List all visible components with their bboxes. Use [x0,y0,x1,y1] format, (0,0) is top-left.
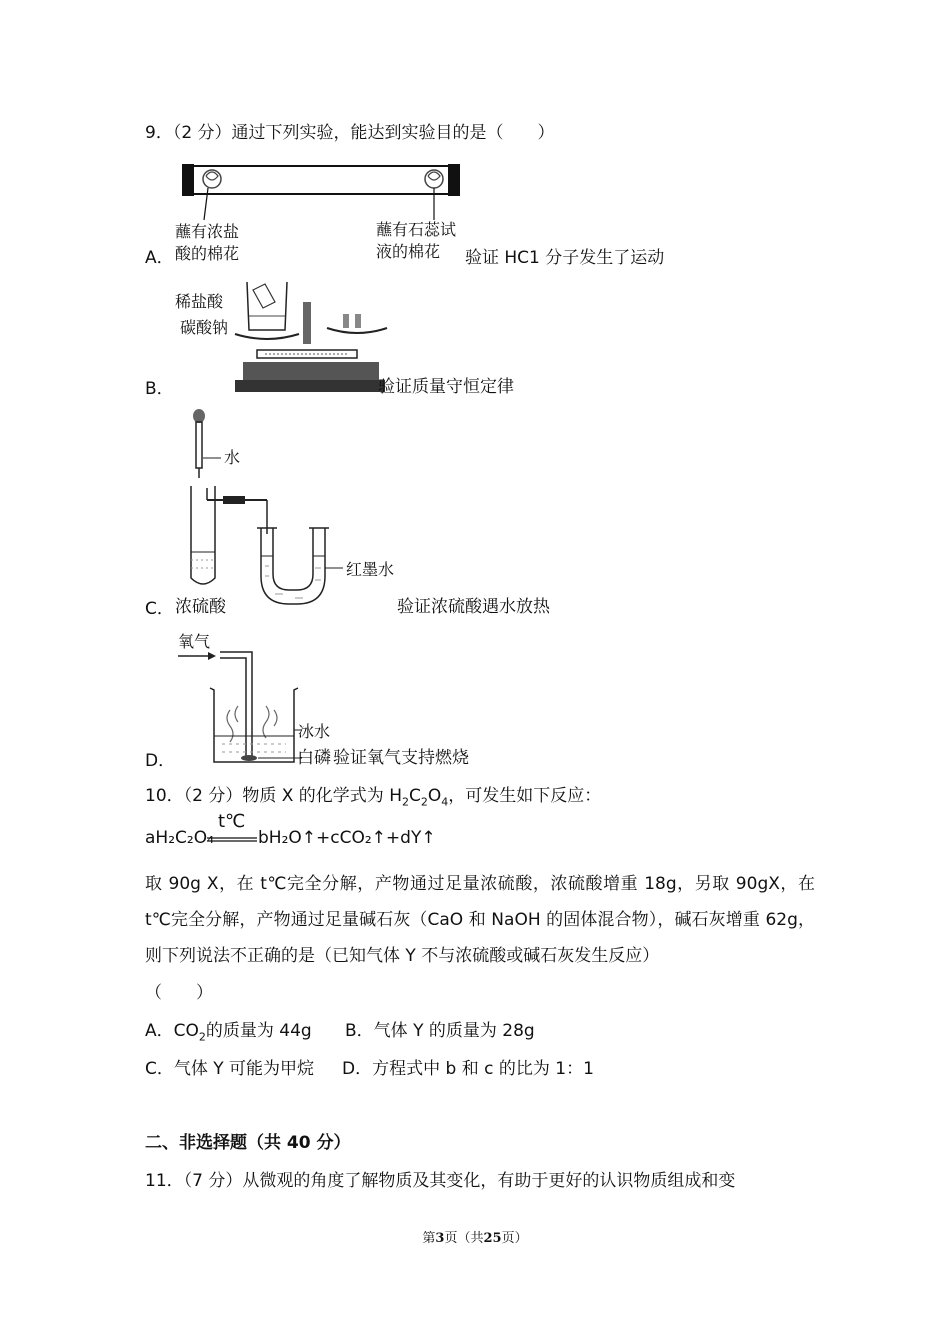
q9-option-b-letter: B． [145,379,174,399]
q9-option-d-caption: 验证氧气支持燃烧 [333,748,469,768]
equation-right: bH₂O↑+cCO₂↑+dY↑ [258,828,436,848]
q10-paren: （ ） [145,983,213,1003]
label-conc-sulfuric-acid: 浓硫酸 [175,597,226,617]
label-hcl-cotton-1: 蘸有浓盐 [175,222,240,241]
q10-stem: 10．（2 分）物质 X 的化学式为 $H_2C_2O_4$，可发生如下反应： [145,786,602,809]
label-litmus-cotton-2: 液的棉花 [376,242,441,261]
equation-arrow-line [207,836,257,844]
label-dilute-hcl: 稀盐酸 [175,292,224,311]
page-footer: 第3页（共25页） [422,1231,528,1246]
q9-option-a-caption: 验证 HC1 分子发生了运动 [465,248,665,268]
label-sodium-carbonate: 碳酸钠 [180,318,229,337]
q9-option-b-caption: 验证质量守恒定律 [378,377,514,397]
q9-option-a-letter: A． [145,248,174,268]
label-white-phosphorus: 白磷 [297,748,331,768]
label-ice-water: 冰水 [298,722,331,741]
q10-option-b: B．气体 Y 的质量为 28g [345,1021,535,1041]
q10-body: 取 90g X，在 t℃完全分解，产物通过足量浓硫酸，浓硫酸增重 18g，另取 90gX，在 t℃完全分解，产物通过足量碱石灰（CaO 和 NaOH 的固体混合物），碱石灰增重 62g，则下列说法不正确的是（已知气体 Y 不与浓硫酸或碱石灰发生反应） [145,874,815,966]
label-red-ink: 红墨水 [346,560,395,579]
q10-option-a: A．$CO_2$的质量为 44g [145,1021,312,1044]
label-litmus-cotton-1: 蘸有石蕊试 [376,220,457,239]
q10-option-c: C．气体 Y 可能为甲烷 [145,1059,315,1079]
label-hcl-cotton-2: 酸的棉花 [175,244,240,263]
q9-option-d-letter: D． [145,751,176,771]
q9-option-c-caption: 验证浓硫酸遇水放热 [397,597,550,617]
q11-stem: 11．（7 分）从微观的角度了解物质及其变化，有助于更好的认识物质组成和变 [145,1171,736,1191]
q9-option-c-letter: C． [145,599,174,619]
q9-stem: 9．（2 分）通过下列实验，能达到实验目的是（ ） [145,123,555,143]
section-heading: 二、非选择题（共 40 分） [145,1133,351,1153]
q10-option-d: D．方程式中 b 和 c 的比为 1：1 [342,1059,594,1079]
equation-left: aH₂C₂O₄ [145,828,214,848]
label-oxygen: 氧气 [178,632,211,651]
equation-condition: t℃ [218,811,246,832]
label-water: 水 [224,448,241,467]
balance-illustration [235,280,385,400]
